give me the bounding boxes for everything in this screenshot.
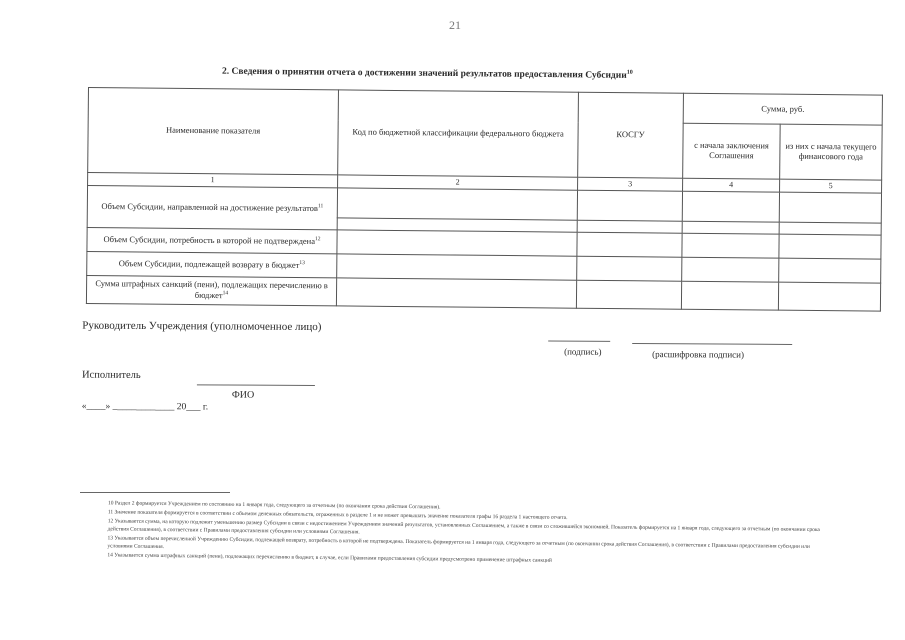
- section-title: [222, 65, 702, 81]
- value-cell[interactable]: [779, 222, 881, 235]
- value-cell[interactable]: [682, 191, 779, 222]
- row-label-text: Объем Субсидии, направленной на достижение результатов: [101, 201, 319, 214]
- value-cell[interactable]: [576, 280, 681, 309]
- value-cell[interactable]: [682, 221, 779, 234]
- column-number: 5: [780, 179, 882, 193]
- value-cell[interactable]: [336, 278, 576, 308]
- value-cell[interactable]: [681, 281, 778, 310]
- row-label-text: Сумма штрафных санкций (пени), подлежащих перечислению в бюджет: [95, 278, 328, 301]
- value-cell[interactable]: [577, 256, 682, 281]
- header-kosgu: КОСГУ: [578, 92, 684, 178]
- footnote: 14 Указывается сумма штрафных санкций (пени), подлежащих перечислению в бюджет, в случае, если Правилами предоставления субсидии предусмотрено применение штрафных санкций: [107, 552, 552, 564]
- fio-caption: ФИО: [231, 389, 255, 401]
- column-number: 1: [88, 173, 338, 188]
- footnote: 12 Указывается сумма, на которую подлежит уменьшению размер Субсидии в связи с недостижением Учреждением значений результатов, установленных Соглашением, а также в связи со сложившейся экономией. Показатель формируется на 1 января года, следующего за отчетным (по окончании срока действия Соглашения), в соответствии с Правилами предоставления субсидии или условиями Соглашения.: [107, 518, 820, 536]
- head-signatory-label: Руководитель Учреждения (уполномоченное лицо): [82, 319, 322, 334]
- footnotes: [77, 500, 828, 570]
- value-cell[interactable]: [779, 258, 881, 283]
- section-title-footnote-ref: 10: [626, 69, 633, 76]
- row-label: [87, 227, 337, 253]
- footnote-divider: [80, 492, 230, 493]
- row-label: [87, 251, 337, 277]
- section-title-text: 2. Сведения о принятии отчета о достижении значений результатов предоставления Субсидии: [221, 66, 627, 81]
- header-row-top: [88, 88, 882, 126]
- value-cell[interactable]: [337, 188, 577, 220]
- column-number: 3: [578, 177, 683, 191]
- column-number: 2: [338, 175, 578, 190]
- decryption-caption: (расшифровка подписи): [652, 349, 745, 360]
- header-amount: Сумма, руб.: [683, 93, 882, 125]
- row-label: [86, 275, 336, 305]
- report-table: [86, 87, 883, 312]
- footnote: 11 Значение показателя формируется в соответствии с объемом денежных обязательств, отраженных в разделе 1 и не может превышать значение показателя графы 16 раздела 1 настоящего отчета.: [107, 509, 568, 521]
- signature-line[interactable]: [548, 340, 610, 341]
- value-cell[interactable]: [337, 254, 577, 280]
- footnote-ref: 11: [317, 203, 324, 210]
- footnote: 10 Раздел 2 формируется Учреждением по состоянию на 1 января года, следующего за отчетным (по окончании срока действия Соглашения).: [107, 500, 441, 511]
- header-since-year: из них с начала текущего финансового года: [780, 124, 883, 180]
- signature-block: [82, 320, 863, 425]
- header-since-agreement: с начала заключения Соглашения: [683, 123, 781, 179]
- value-cell[interactable]: [682, 233, 779, 258]
- page-number: 21: [449, 18, 461, 32]
- row-label-text: Объем Субсидии, потребность в которой не подтверждена: [103, 234, 316, 247]
- value-cell[interactable]: [577, 190, 682, 221]
- row-label: [87, 186, 337, 230]
- footnote-ref: 13: [299, 260, 305, 267]
- footnote-ref: 12: [315, 236, 321, 243]
- executor-line[interactable]: [197, 384, 315, 386]
- value-cell[interactable]: [577, 220, 682, 233]
- date-line: «____» _____________ 20___ г.: [81, 401, 209, 413]
- footnote-ref: 14: [222, 290, 229, 297]
- value-cell[interactable]: [779, 192, 881, 223]
- footnote: 13 Указывается объем перечисленной Учреждению Субсидии, подлежащей возврату, потребность в которой не подтверждена. Показатель формируется на 1 января года, следующего за отчетным (по окончании срока действия Соглашения), в соответствии с Правилами предоставления субсидии или условиями Соглашения.: [107, 535, 810, 550]
- value-cell[interactable]: [778, 282, 880, 311]
- signature-caption: (подпись): [564, 346, 602, 357]
- value-cell[interactable]: [779, 234, 881, 259]
- row-label-text: Объем Субсидии, подлежащей возврату в бюджет: [118, 258, 300, 271]
- value-cell[interactable]: [337, 230, 577, 256]
- value-cell[interactable]: [682, 257, 779, 282]
- executor-label: Исполнитель: [81, 369, 141, 381]
- value-cell[interactable]: [577, 232, 682, 257]
- header-budget-code: Код по бюджетной классификации федерального бюджета: [338, 90, 579, 177]
- header-indicator-name: Наименование показателя: [88, 88, 339, 175]
- decryption-line[interactable]: [632, 343, 792, 345]
- table-row: [87, 186, 881, 224]
- column-number: 4: [683, 178, 780, 192]
